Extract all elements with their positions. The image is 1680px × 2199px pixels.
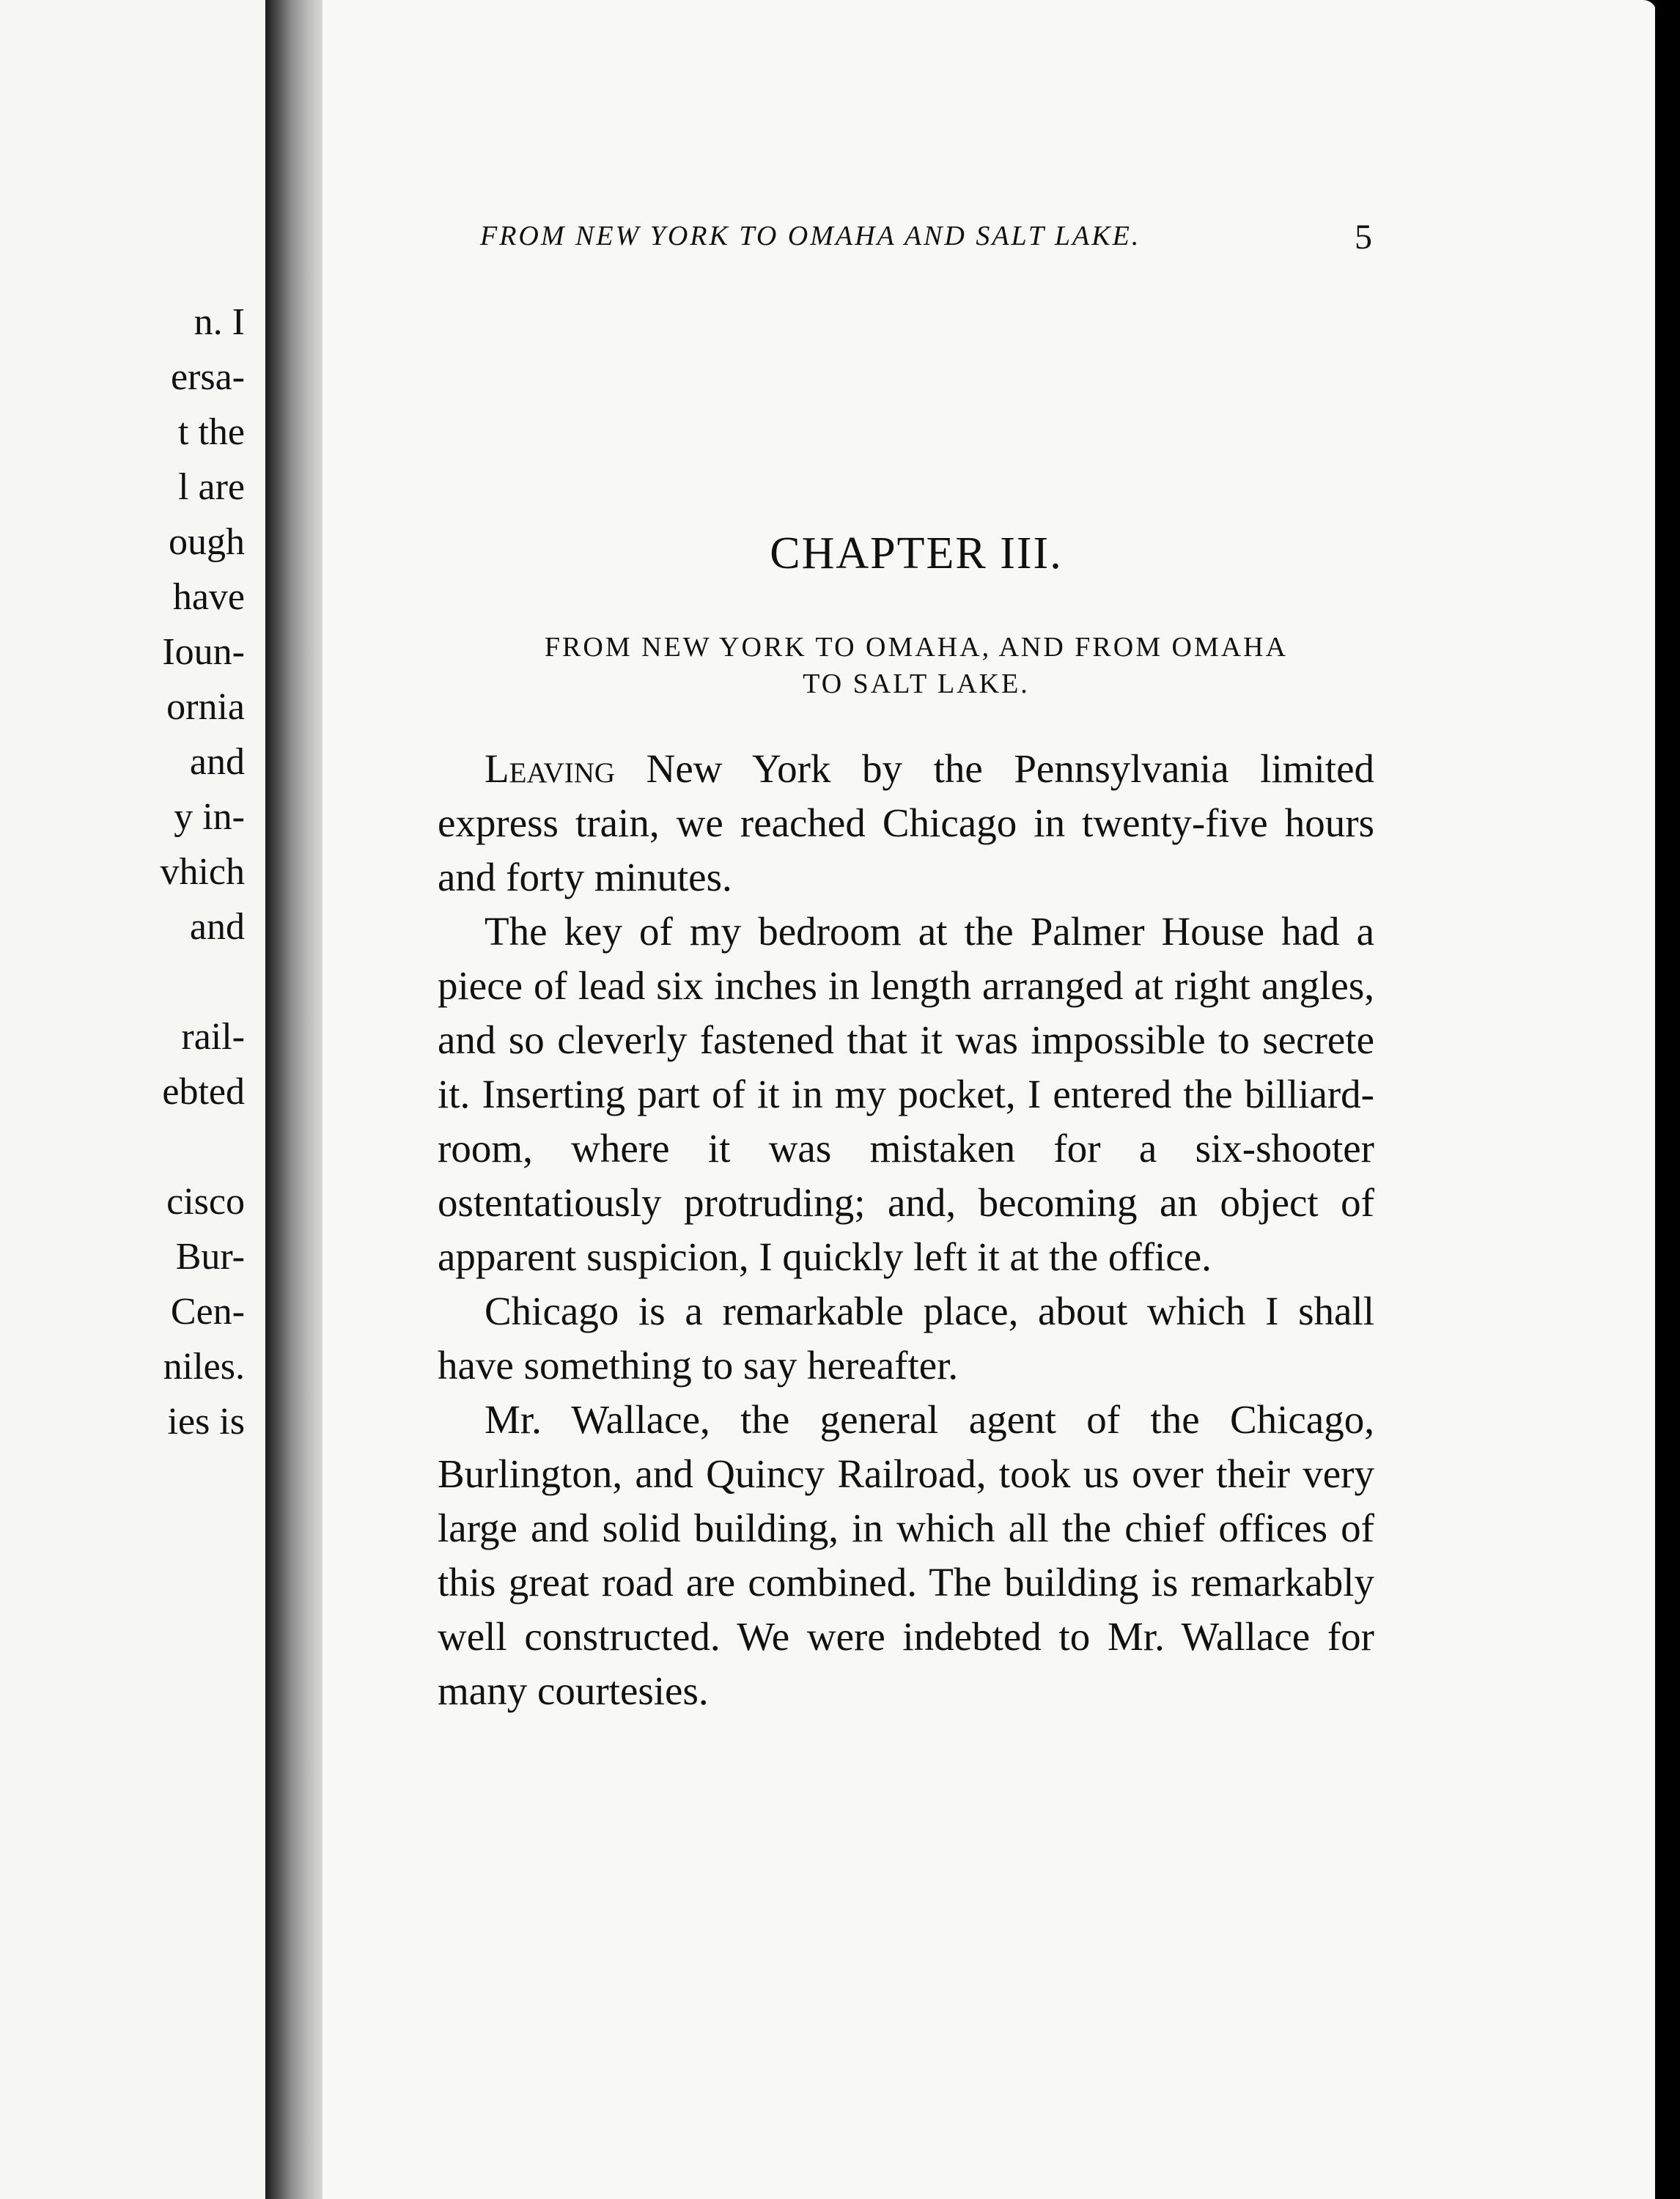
previous-page-line: l are <box>178 466 245 508</box>
previous-page-line: y in- <box>174 796 245 838</box>
paragraph: Chicago is a remarkable place, about which I shall have something to say hereafter. <box>438 1289 1374 1388</box>
paragraph <box>438 742 1374 905</box>
previous-page-line: ebted <box>162 1071 245 1113</box>
previous-page-line: Cen- <box>170 1291 245 1333</box>
page-edge <box>1655 0 1680 2199</box>
paragraph: Mr. Wallace, the general agent of the Chicago, Burlington, and Quincy Railroad, took us over their very large and solid building, in which all the chief offices of this great road are combined. The building is remarkably well constructed. We were indebted to Mr. Wallace for many courtesies. <box>438 1397 1374 1713</box>
previous-page-line: rail- <box>181 1016 245 1058</box>
previous-page-line: n. I <box>194 301 245 343</box>
paragraph: The key of my bedroom at the Palmer House had a piece of lead six inches in length arranged at right angles, and so cleverly fastened that it was impossible to secrete it. Inserting part of it in my pocket, I entered the billiard-room, where it was mistaken for a six-shooter ostentatiously protruding; and, becoming an object of apparent suspicion, I quickly left it at the office. <box>438 909 1374 1279</box>
previous-page-line: and <box>189 906 245 948</box>
chapter-subtitle <box>440 629 1393 702</box>
chapter-subtitle-line: TO SALT LAKE. <box>803 668 1030 699</box>
book-gutter <box>265 0 323 2199</box>
previous-page-line: Ioun- <box>162 631 245 673</box>
previous-page-line: ough <box>169 521 245 563</box>
previous-page-line: ersa- <box>170 356 245 398</box>
chapter-title: CHAPTER III. <box>770 528 1063 578</box>
previous-page-line: have <box>172 576 245 618</box>
previous-page-line: and <box>189 741 245 783</box>
previous-page <box>0 0 265 2199</box>
body-text <box>438 742 1374 1718</box>
running-head: FROM NEW YORK TO OMAHA AND SALT LAKE. <box>480 221 1141 251</box>
previous-page-line: vhich <box>160 851 245 893</box>
previous-page-line: niles. <box>163 1346 245 1388</box>
previous-page-line: ornia <box>166 686 245 728</box>
paragraph-text: New York by the Pennsylvania limited express train, we reached Chicago in twenty-five hours and forty minutes. <box>438 746 1374 899</box>
previous-page-line: t the <box>178 411 245 453</box>
paragraph-lead-word: Leaving <box>485 746 616 791</box>
page-number: 5 <box>1355 218 1372 257</box>
previous-page-line: ies is <box>167 1401 245 1443</box>
previous-page-line: cisco <box>166 1181 245 1223</box>
chapter-subtitle-line: FROM NEW YORK TO OMAHA, AND FROM OMAHA <box>544 632 1289 663</box>
previous-page-line: Bur- <box>175 1236 245 1278</box>
